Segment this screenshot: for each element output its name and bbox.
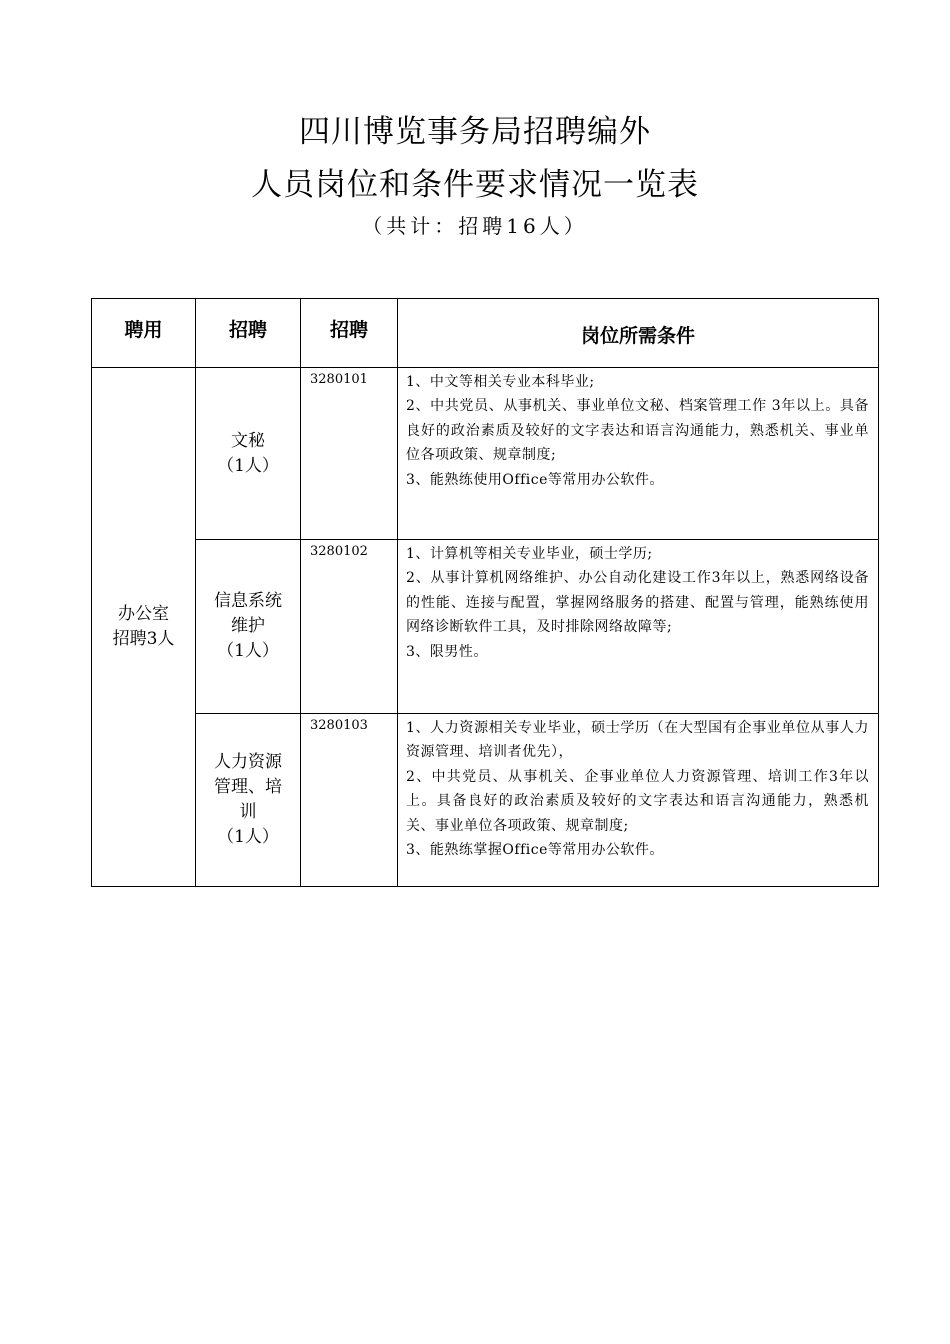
requirement-item: 1、中文等相关专业本科毕业; [406,374,595,390]
table-header-row [92,299,879,368]
post-code: 3280103 [301,714,398,887]
post-name-line: 文秘 [231,430,265,451]
requirement-item: 3、能熟练使用Office等常用办公软件。 [406,471,664,488]
post-count-line: （1人） [217,455,279,476]
post-code: 3280101 [301,368,398,540]
requirement-item: 3、能熟练掌握Office等常用办公软件。 [406,842,664,859]
document-title-line1: 四川博览事务局招聘编外 [299,114,651,150]
requirement-item: 1、人力资源相关专业毕业，硕士学历（在大型国有企事业单位从事人力资源管理、培训者优先）， [406,720,869,761]
header-department: 聘用 [92,299,196,368]
department-count: 招聘3人 [112,629,175,649]
post-name-line: 训 [239,802,257,822]
post-count-line: （1人） [217,827,279,847]
table-row [92,540,879,714]
requirements-cell [398,540,879,714]
recruitment-table [91,298,879,887]
post-count-line: （1人） [217,641,279,661]
requirement-item: 2、从事计算机网络维护、办公自动化建设工作3年以上，熟悉网络设备的性能、连接与配置，掌握网络服务的搭建、配置与管理，能熟练使用网络诊断软件工具，及时排除网络故障等; [406,570,869,636]
requirements-cell [398,368,879,540]
requirements-cell [398,714,879,887]
post-cell [196,368,301,540]
department-name: 办公室 [118,604,169,624]
post-code: 3280102 [301,540,398,714]
post-name-line: 管理、培 [214,777,282,797]
post-cell [196,714,301,887]
table-row [92,368,879,540]
table-row [92,714,879,887]
requirement-item: 2、中共党员、从事机关、企事业单位人力资源管理、培训工作3年以上。具备良好的政治素质及较好的文字表达和语言沟通能力，熟悉机关、事业单位各项政策、规章制度; [406,768,869,834]
requirement-item: 3、限男性。 [406,643,488,660]
department-cell [92,368,196,887]
post-name-line: 人力资源 [214,752,282,772]
header-post: 招聘 [196,299,301,368]
post-cell [196,540,301,714]
post-name-line: 信息系统 [214,591,282,611]
requirement-item: 1、计算机等相关专业毕业，硕士学历; [406,546,653,562]
requirement-item: 2、中共党员、从事机关、事业单位文秘、档案管理工作 3年以上。具备良好的政治素质及较好的文字表达和语言沟通能力，熟悉机关、事业单位各项政策、规章制度; [406,398,869,464]
document-subtitle: （共计：招聘16人） [362,214,588,238]
document-title-line2: 人员岗位和条件要求情况一览表 [251,167,699,203]
header-requirements: 岗位所需条件 [398,299,879,368]
header-code: 招聘 [301,299,398,368]
post-name-line: 维护 [231,616,265,636]
